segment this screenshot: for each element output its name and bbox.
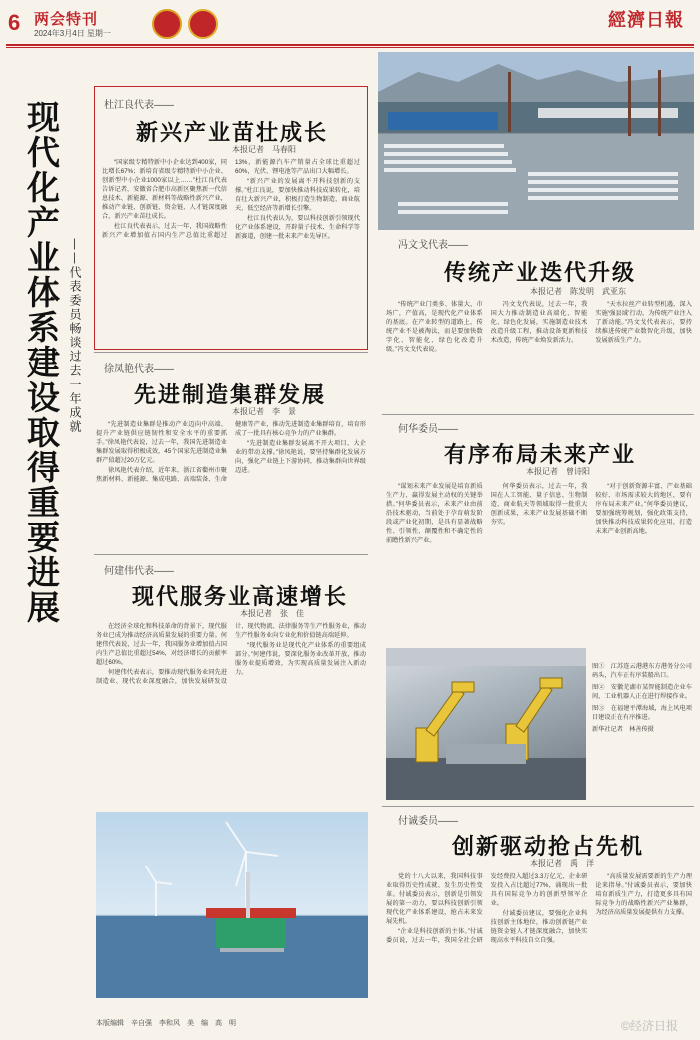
article5-kicker: 何建伟代表—— [104, 566, 174, 577]
photo-offshore-wind [96, 812, 368, 998]
paragraph: “新兴产业的发展离不开科技创新的支撑。”杜江良说，要加快推动科技成果转化，培育壮大新兴产业，积极打造生物制造、商业航天、低空经济等新增长引擎。 [235, 178, 360, 212]
article2-body [386, 300, 692, 410]
photo-port-car-export [378, 52, 694, 230]
paragraph: 党的十八大以来，我国科技事业取得历史性成就、发生历史性变革。付诚委员表示，创新是引领发展的第一动力，要以科技创新引领现代化产业体系建设，抢占未来发展先机。 [386, 873, 483, 925]
paragraph: 杜江良代表表示，过去一年，我国战略性新兴产业增加值占国内生产总值比重超过13%，新能源汽车产销量占全球比重超过60%，光伏、锂电池等产品出口大幅增长。 [102, 159, 360, 239]
paragraph: “传统产业门类多、体量大，市场广，产值高，是现代化产业体系的基底。在产业转型的道路上，传统产业不是被淘汰，而是要加快数字化、智能化、绿色化改造升级。”冯文戈代表说。 [386, 301, 483, 353]
cppcc-emblem-icon [188, 9, 218, 39]
article5-title: 现代服务业高速增长 [132, 584, 349, 610]
paragraph: 杜江良代表认为，要以科技创新引领现代化产业体系建设，开辟量子技术、生命科学等新赛道，创建一批未来产业先导区。 [235, 215, 360, 240]
article3-kicker: 徐凤艳代表—— [104, 364, 174, 375]
divider [94, 554, 368, 555]
paragraph: “先进制造业集群是推动产业迈向中高端、提升产业链供应链韧性和安全水平的重要抓手。”徐凤艳代表说，过去一年，我国先进制造业集群发展取得积极成效，45个国家先进制造业集群产值超过20万亿元。 [96, 421, 227, 464]
header-rule [6, 44, 694, 46]
paragraph: 何建伟代表表示，要推动现代服务业同先进制造业、现代农业深度融合，加快发展研发设计、现代物流、法律服务等生产性服务业，推动生产性服务业向专业化和价值链高端延伸。 [96, 623, 366, 685]
issue-date: 2024年3月4日 星期一 [34, 29, 111, 38]
article2-kicker: 冯文戈代表—— [398, 240, 468, 251]
article2-title: 传统产业迭代升级 [444, 260, 637, 286]
paragraph: “现代服务业是现代化产业体系的重要组成部分。”何建伟说，要深化服务业改革开放，推动服务业提质增效，为实现高质量发展注入新动力。 [235, 642, 366, 676]
article6-kicker: 付诚委员—— [398, 816, 458, 827]
article1-title: 新兴产业苗壮成长 [136, 120, 329, 146]
paragraph: “企业是科技创新的主体。”付诚委员说，过去一年，我国全社会研发经费投入超过3.3万亿元，企业研发投入占比超过77%，涌现出一批具有国际竞争力的创新型领军企业。 [386, 873, 588, 944]
watermark: ©经济日报 [621, 1019, 678, 1033]
article4-title: 有序布局未来产业 [444, 442, 637, 468]
section-title: 两会特刊 [34, 10, 99, 28]
caption-2: 图② 安徽芜湖市某智能制造企业车间，工业机器人正在进行焊接作业。 [592, 684, 692, 700]
article3-body [96, 420, 366, 544]
article6-body [386, 872, 692, 1016]
main-subheadline: ——代表委员畅谈过去一年成就 [68, 238, 82, 434]
article6-byline: 本报记者 禹 洋 [530, 859, 594, 868]
photo-captions [592, 662, 692, 734]
divider [382, 806, 694, 807]
paragraph: “国家级专精特新中小企业达到400家，同比增长67%；新培育省级专精特新中小企业、创新型中小企业1000家以上……”杜江良代表告诉记者，安徽省合肥市高新区聚焦新一代信息技术、新能源、新材料等战略性新兴产业，推动产业链、创新链、资金链、人才链深度融合，新兴产业苗壮成长。 [102, 159, 227, 220]
article3-title: 先进制造集群发展 [134, 382, 327, 408]
caption-credit: 新华社记者 林善传摄 [592, 726, 654, 733]
page-footer-credits: 本版编辑 辛自强 李和风 美 编 高 明 [96, 1020, 236, 1027]
page-header [0, 0, 700, 44]
paragraph: “天水拉丝产业转型机遇，深入实施‘强县域’行动，为传统产业注入了新动能。”冯文戈代表表示，要持续推进传统产业数智化升级，加快发展新质生产力。 [595, 301, 692, 344]
paragraph: 何华委员表示，过去一年，我国在人工智能、量子信息、生物制造、商业航天等领域取得一批重大创新成果，未来产业发展基础不断夯实。 [490, 483, 588, 526]
paragraph: “谋划未来产业发展是培育新质生产力、赢得发展主动权的关键举措。”何华委员表示，未来产业由前沿技术驱动，当前处于孕育萌发阶段或产业化初期，是具有显著战略性、引领性、颠覆性和不确定性的前瞻性新兴产业。 [386, 483, 483, 544]
page-number: 6 [8, 10, 21, 35]
article5-byline: 本报记者 张 佳 [240, 609, 304, 618]
article1-kicker: 杜江良代表—— [104, 100, 174, 111]
paragraph: 冯文戈代表说，过去一年，我国大力推动制造业高端化、智能化、绿色化发展，实施制造业技术改造升级工程，推动设备更新和技术改造，传统产业焕发新活力。 [490, 301, 588, 344]
header-rule-thin [6, 47, 694, 48]
article4-body [386, 482, 692, 640]
article1-byline: 本报记者 马春阳 [232, 145, 296, 154]
wind-turbine-illustration [96, 812, 368, 998]
caption-3: 图③ 在福建平潭海域，海上风电项目建设正在有序推进。 [592, 705, 692, 721]
factory-illustration [386, 648, 586, 800]
article3-byline: 本报记者 李 景 [232, 407, 296, 416]
newspaper-masthead: 經濟日報 [608, 10, 684, 31]
article4-byline: 本报记者 曾诗阳 [526, 467, 590, 476]
paragraph: 徐凤艳代表介绍，近年来，浙江省衢州市聚焦新材料、新能源、集成电路、高端装备、生命健康等产业，推动先进制造业集群培育，培育形成了一批具有核心竞争力的产业集群。 [96, 421, 366, 483]
article5-body [96, 622, 366, 806]
divider [94, 352, 368, 353]
paragraph: “对于创新资源丰富、产业基础较好、市场需求较大的地区，要有序布局未来产业。”何华委员建议，要加强统筹规划，强化政策支持，加快推动科技成果转化应用，打造未来产业创新高地。 [595, 483, 692, 535]
article6-title: 创新驱动抢占先机 [452, 834, 645, 860]
main-headline: 现代化产业体系建设取得重要进展 [22, 100, 61, 625]
paragraph: “先进制造业集群发展离不开大项目、大企业的带动支撑。”徐凤艳说，要坚持集群化发展方向，强化产业链上下游协同，推动集群向世界级迈进。 [235, 440, 366, 474]
paragraph: 在经济全球化和科技革命的背景下，现代服务业已成为推动经济高质量发展的重要力量。何建伟代表说，过去一年，我国服务业增加值占国内生产总值比重超过54%，对经济增长的贡献率超过60%。 [96, 623, 227, 666]
port-illustration [378, 52, 694, 230]
article1-body [102, 158, 360, 342]
paragraph: 付诚委员建议，要强化企业科技创新主体地位，推动创新链产业链资金链人才链深度融合，加快实现高水平科技自立自强。 [490, 910, 588, 944]
caption-1: 图① 江苏连云港港东方港务分公司码头，汽车正有序装船出口。 [592, 663, 692, 679]
paragraph: “高质量发展需要新的生产力理论来指导。”付诚委员表示，要加快培育新质生产力，打造更多具有国际竞争力的战略性新兴产业集群，为经济高质量发展提供有力支撑。 [595, 873, 692, 916]
photo-robot-factory [386, 648, 586, 800]
divider [382, 414, 694, 415]
national-emblem-icon [152, 9, 182, 39]
article2-byline: 本报记者 陈发明 武亚东 [530, 287, 626, 296]
article4-kicker: 何华委员—— [398, 424, 458, 435]
